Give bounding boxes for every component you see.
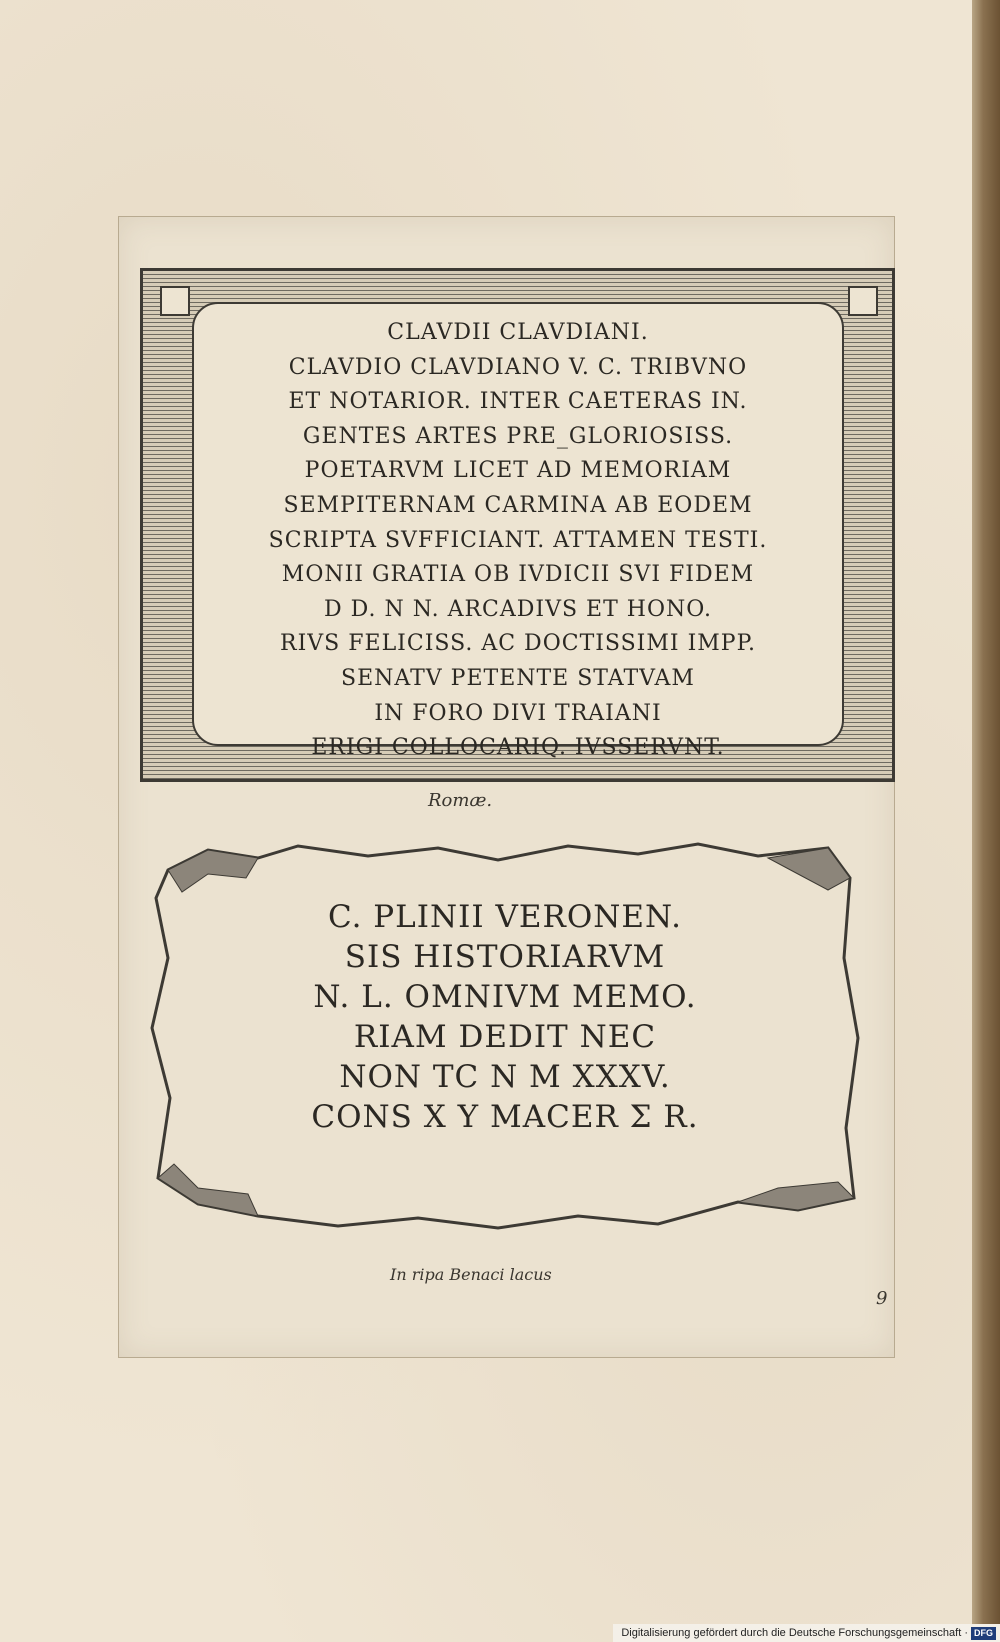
inscription-line: CONS X Y MACER Σ R. xyxy=(311,1099,699,1135)
page-number: 9 xyxy=(876,1288,888,1309)
location-caption-rome: Romæ. xyxy=(428,790,493,811)
inscription-line: ET NOTARIOR. INTER CAETERAS IN. xyxy=(288,389,748,415)
inscription-line: SIS HISTORIARVM xyxy=(344,939,666,975)
inscription-line: ERIGI COLLOCARIQ. IVSSERVNT. xyxy=(311,735,725,761)
claudian-inscription xyxy=(200,316,836,766)
inscription-line: POETARVM LICET AD MEMORIAM xyxy=(304,458,732,484)
inscription-line: CLAVDII CLAVDIANI. xyxy=(387,320,649,345)
inscription-line: MONII GRATIA OB IVDICII SVI FIDEM xyxy=(281,562,755,588)
book-binding-edge xyxy=(972,0,1000,1642)
inscription-line: SEMPITERNAM CARMINA AB EODEM xyxy=(283,492,753,518)
location-caption-benaco: In ripa Benaci lacus xyxy=(390,1265,552,1284)
inscription-line: GENTES ARTES PRE_GLORIOSISS. xyxy=(302,423,734,449)
pliny-inscription xyxy=(200,897,810,1137)
inscription-line: C. PLINII VERONEN. xyxy=(327,899,682,935)
inscription-line: IN FORO DIVI TRAIANI xyxy=(374,700,662,726)
digitization-footer xyxy=(613,1624,1000,1642)
inscription-line: SCRIPTA SVFFICIANT. ATTAMEN TESTI. xyxy=(268,527,768,553)
inscription-line: RIAM DEDIT NEC xyxy=(353,1019,657,1055)
frame-corner-ornament xyxy=(848,286,878,316)
inscription-line: SENATV PETENTE STATVAM xyxy=(341,665,695,691)
dfg-logo: DFG xyxy=(971,1627,996,1640)
inscription-line: N. L. OMNIVM MEMO. xyxy=(313,979,697,1015)
frame-corner-ornament xyxy=(160,286,190,316)
inscription-line: RIVS FELICISS. AC DOCTISSIMI IMPP. xyxy=(280,631,756,657)
inscription-line: CLAVDIO CLAVDIANO V. C. TRIBVNO xyxy=(288,354,748,380)
inscription-line: D D. N N. ARCADIVS ET HONO. xyxy=(324,596,712,622)
footer-text: Digitalisierung gefördert durch die Deutsche Forschungsgemeinschaft · xyxy=(621,1627,968,1639)
inscription-line: NON TC N M XXXV. xyxy=(339,1059,671,1095)
